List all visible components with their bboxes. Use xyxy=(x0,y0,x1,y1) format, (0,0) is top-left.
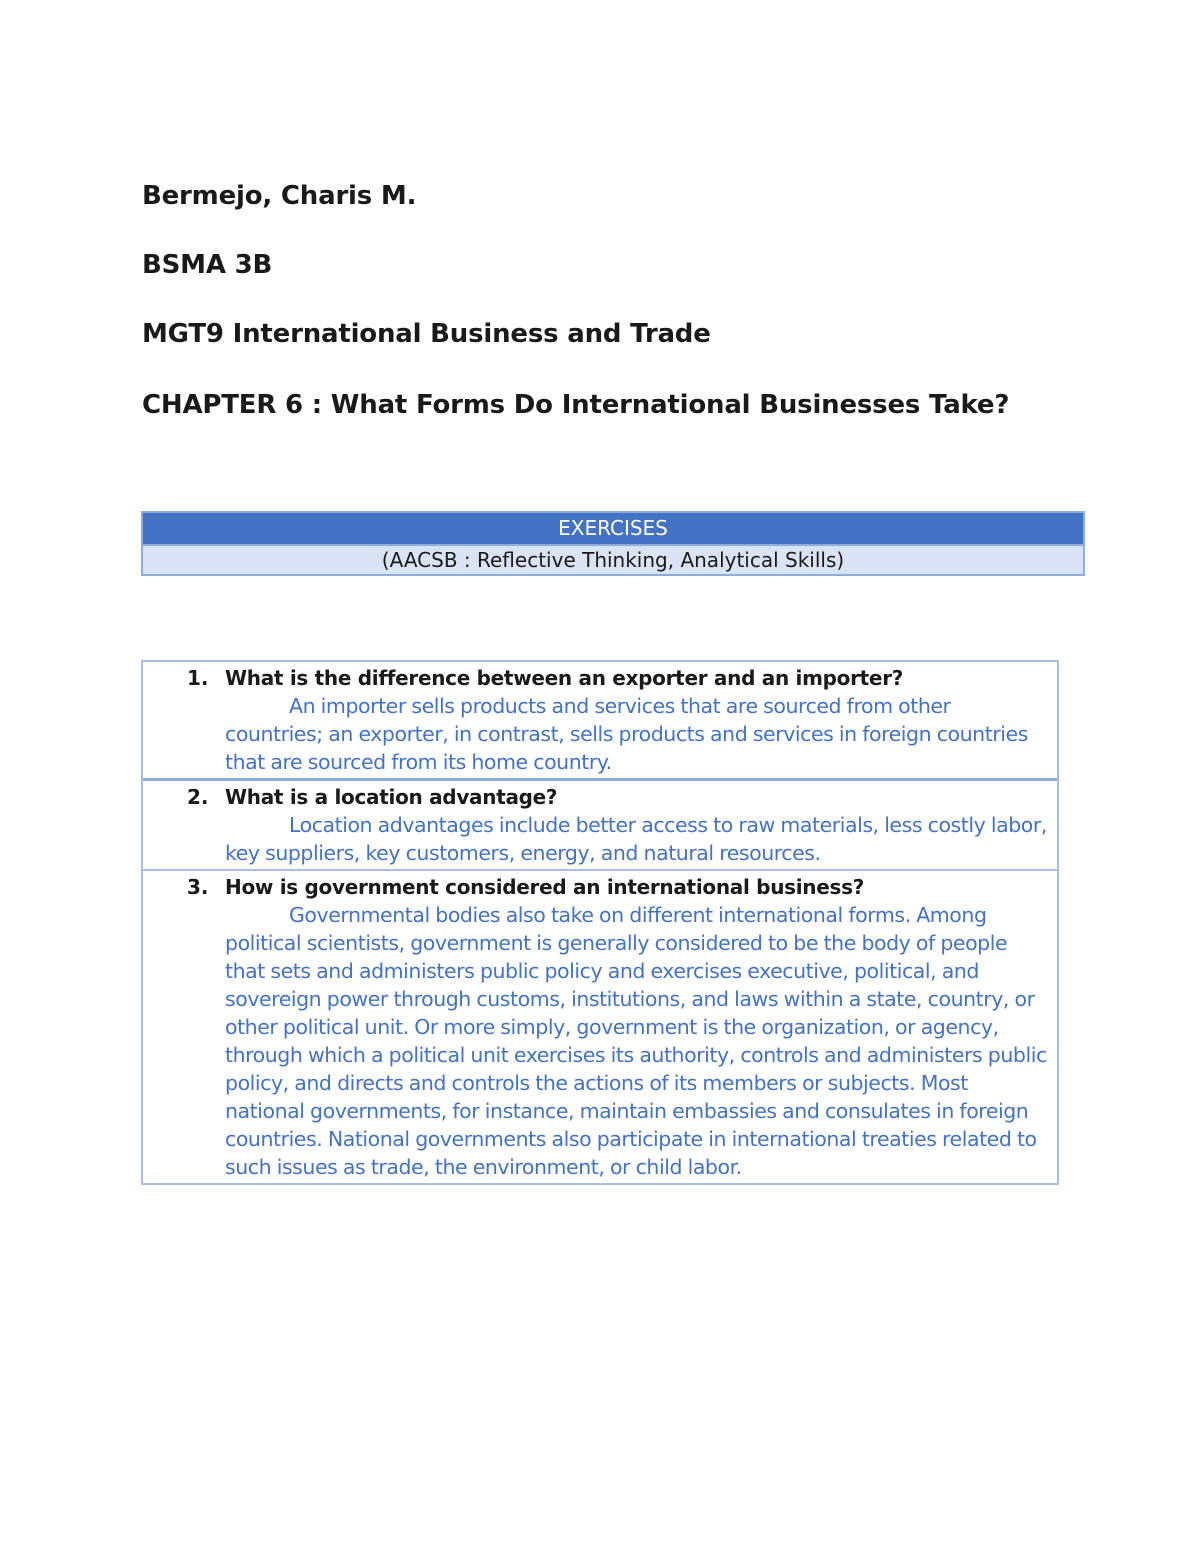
exercises-header-table xyxy=(141,511,1085,576)
student-section: BSMA 3B xyxy=(142,250,273,280)
question-text: What is a location advantage? xyxy=(225,785,558,809)
exercises-subtitle: (AACSB : Reflective Thinking, Analytical Skills) xyxy=(143,544,1083,574)
question-item-2 xyxy=(143,778,1057,869)
chapter-title: CHAPTER 6 : What Forms Do International Businesses Take? xyxy=(142,390,1010,420)
exercises-title: EXERCISES xyxy=(143,513,1083,544)
student-name: Bermejo, Charis M. xyxy=(142,181,417,211)
question-text: What is the difference between an exporter and an importer? xyxy=(225,666,904,690)
questions-table xyxy=(141,660,1059,1185)
answer-text: Governmental bodies also take on different international forms. Among political scientists, government is generally considered to be the body of people that sets and administers public policy and exercises executive, political, and sovereign power through customs, institutions, and laws within a state, country, or other political unit. Or more simply, government is the organization, or agency, through which a political unit exercises its authority, controls and administers public policy, and directs and controls the actions of its members or subjects. Most national governments, for instance, maintain embassies and consulates in foreign countries. National governments also participate in international treaties related to such issues as trade, the environment, or child labor. xyxy=(225,903,1047,1179)
course-title: MGT9 International Business and Trade xyxy=(142,319,711,349)
question-number: 1. xyxy=(187,666,209,690)
question-item-3 xyxy=(143,869,1057,1183)
answer-text: Location advantages include better access to raw materials, less costly labor, key suppliers, key customers, energy, and natural resources. xyxy=(225,813,1047,865)
question-item-1 xyxy=(143,662,1057,778)
question-number: 2. xyxy=(187,785,209,809)
question-number: 3. xyxy=(187,875,209,899)
answer-text: An importer sells products and services that are sourced from other countries; an exporter, in contrast, sells products and services in foreign countries that are sourced from its home country. xyxy=(225,694,1028,774)
question-text: How is government considered an international business? xyxy=(225,875,864,899)
